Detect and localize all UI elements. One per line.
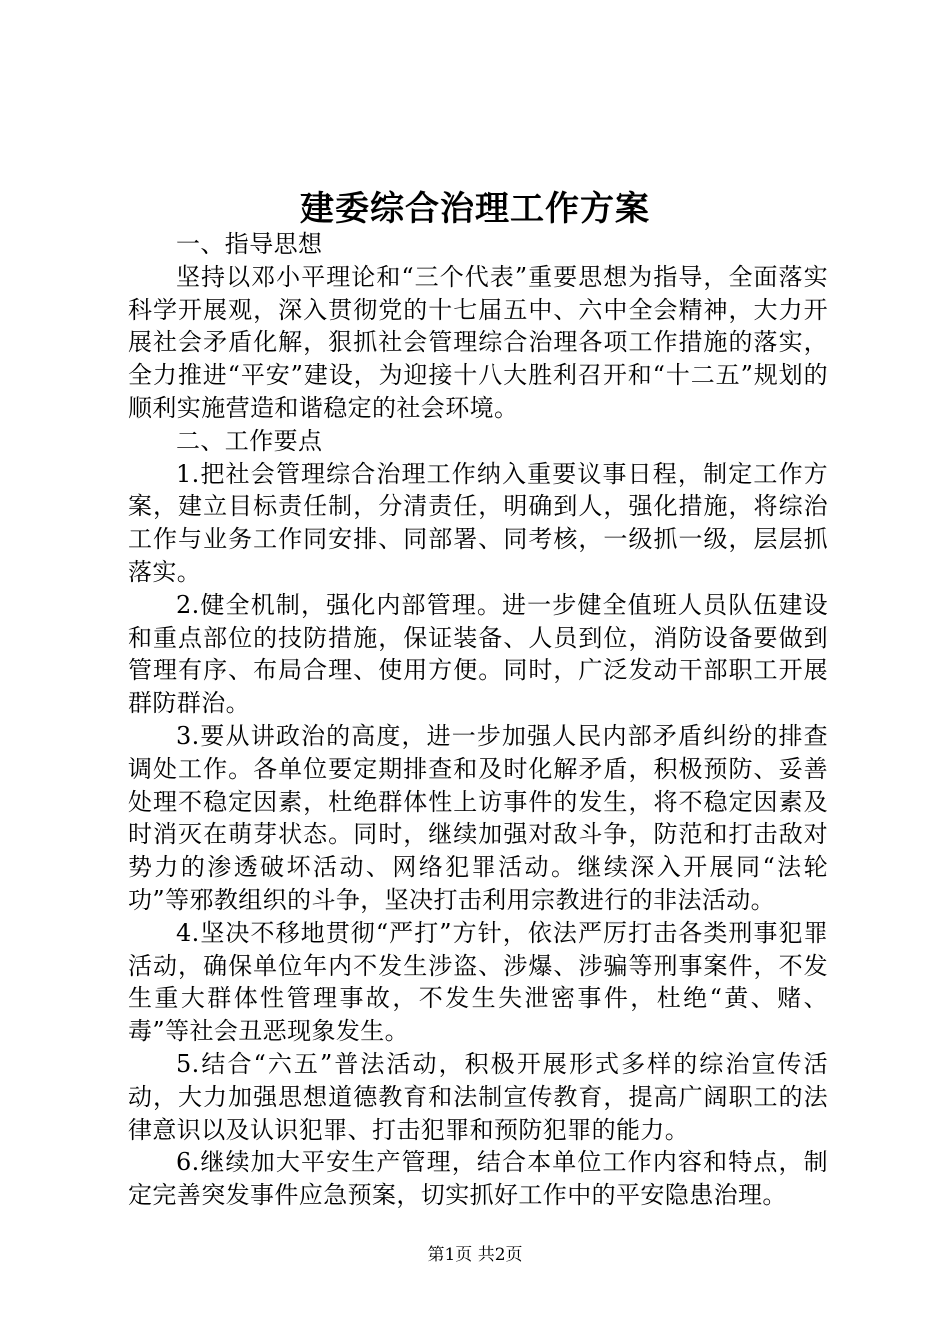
paragraph: 4.坚决不移地贯彻“严打”方针，依法严厉打击各类刑事犯罪活动，确保单位年内不发生涉盗、涉爆、涉骗等刑事案件，不发生重大群体性管理事故，不发生失泄密事件，杜绝“黄、赌、毒”等社会丑恶现象发生。 bbox=[128, 918, 828, 1046]
page-footer: 第1页 共2页 bbox=[427, 1245, 523, 1265]
document-title: 建委综合治理工作方案 bbox=[300, 189, 650, 229]
paragraph: 1.把社会管理综合治理工作纳入重要议事日程，制定工作方案，建立目标责任制，分清责任，明确到人，强化措施，将综治工作与业务工作同安排、同部署、同考核，一级抓一级，层层抓落实。 bbox=[128, 459, 828, 586]
paragraph: 3.要从讲政治的高度，进一步加强人民内部矛盾纠纷的排查调处工作。各单位要定期排查和及时化解矛盾，积极预防、妥善处理不稳定因素，杜绝群体性上访事件的发生，将不稳定因素及时消灭在萌芽状态。同时，继续加强对敌斗争，防范和打击敌对势力的渗透破坏活动、网络犯罪活动。继续深入开展同“法轮功”等邪教组织的斗争，坚决打击利用宗教进行的非法活动。 bbox=[128, 721, 828, 914]
paragraph: 5.结合“六五”普法活动，积极开展形式多样的综治宣传活动，大力加强思想道德教育和法制宣传教育，提高广阔职工的法律意识以及认识犯罪、打击犯罪和预防犯罪的能力。 bbox=[128, 1049, 828, 1144]
paragraph: 2.健全机制，强化内部管理。进一步健全值班人员队伍建设和重点部位的技防措施，保证装备、人员到位，消防设备要做到管理有序、布局合理、使用方便。同时，广泛发动干部职工开展群防群治。 bbox=[128, 590, 828, 718]
document-body bbox=[128, 228, 828, 1212]
paragraph: 6.继续加大平安生产管理，结合本单位工作内容和特点，制定完善突发事件应急预案，切实抓好工作中的平安隐患治理。 bbox=[128, 1148, 828, 1210]
section-heading: 二、工作要点 bbox=[176, 426, 323, 455]
section-heading: 一、指导思想 bbox=[176, 230, 323, 258]
paragraph: 坚持以邓小平理论和“三个代表”重要思想为指导，全面落实科学开展观，深入贯彻党的十七届五中、六中全会精神，大力开展社会矛盾化解，狠抓社会管理综合治理各项工作措施的落实，全力推进“平安”建设，为迎接十八大胜利召开和“十二五”规划的顺利实施营造和谐稳定的社会环境。 bbox=[128, 262, 828, 422]
